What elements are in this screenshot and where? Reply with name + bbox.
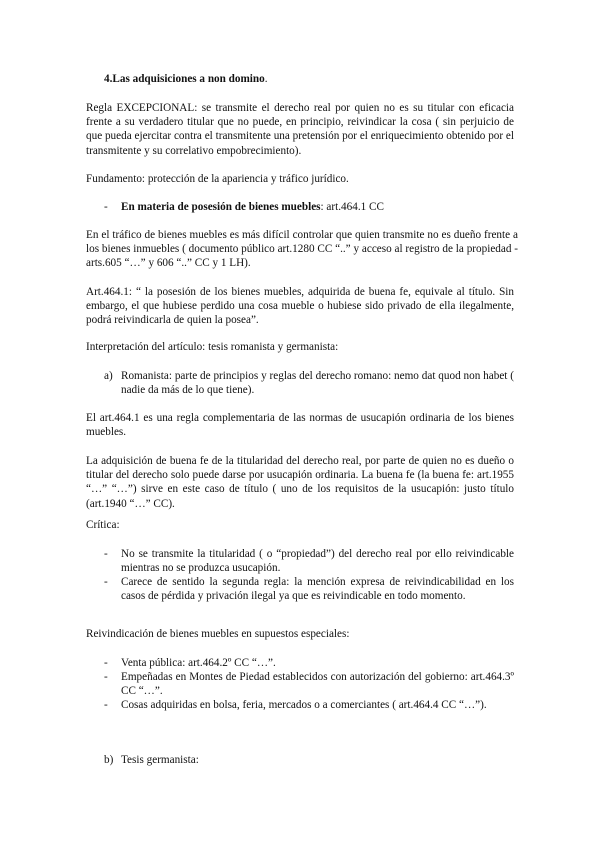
paragraph-critica-label: Crítica: bbox=[86, 519, 120, 531]
paragraph-art-464-1: Art.464.1: “ la posesión de los bienes muebles, adquirida de buena fe, equivale al título. Sin embargo, el que hubiese perdido una cosa mueble o hubiese sido privado de ella ilegalmente, podrá reivindicarla de quien la posea”. bbox=[86, 286, 514, 327]
list-marker-b: b) bbox=[104, 754, 114, 766]
list-item-romanista-text: Romanista: parte de principios y reglas del derecho romano: nemo dat quod non habet ( nadie da más de lo que tiene). bbox=[121, 370, 514, 397]
section-heading bbox=[104, 72, 532, 86]
paragraph-trafico-bienes-muebles: En el tráfico de bienes muebles es más difícil controlar que quien transmite no es dueño frente a los bienes inmuebles ( documento público art.1280 CC “..” y acceso al registro de la propiedad - arts.605 “…” y 606 “..” CC y 1 LH). bbox=[86, 229, 518, 270]
list-item-germanista-text: Tesis germanista: bbox=[121, 754, 199, 766]
bullet-bienes-muebles bbox=[104, 200, 514, 214]
section-heading-tail: . bbox=[264, 73, 268, 85]
paragraph-interpretacion: Interpretación del artículo: tesis romanista y germanista: bbox=[86, 341, 339, 353]
list-item-montes-piedad bbox=[104, 670, 514, 698]
list-item-bolsa-feria bbox=[104, 698, 514, 712]
paragraph-reivindicacion: Reivindicación de bienes muebles en supuestos especiales: bbox=[86, 628, 350, 640]
bullet-marker: - bbox=[104, 201, 108, 213]
list-item-montes-piedad-text: Empeñadas en Montes de Piedad establecidos con autorización del gobierno: art.464.3º CC “…”. bbox=[121, 671, 514, 698]
section-heading-title: 4.Las adquisiciones a non domino bbox=[104, 73, 265, 85]
bullet-marker: - bbox=[104, 699, 108, 711]
bullet-marker: - bbox=[104, 548, 108, 560]
list-item-critica-2-text: Carece de sentido la segunda regla: la mención expresa de reivindicabilidad en los casos de pérdida y privación ilegal ya que es reivindicable en todo momento. bbox=[121, 576, 514, 603]
list-marker-a: a) bbox=[104, 370, 113, 382]
paragraph-fundamento: Fundamento: protección de la apariencia y tráfico jurídico. bbox=[86, 173, 349, 185]
list-item-germanista bbox=[104, 753, 514, 767]
paragraph-regla-excepcional: Regla EXCEPCIONAL: se transmite el derecho real por quien no es su titular con eficacia frente a su verdadero titular que no puede, en principio, reivindicar la cosa ( sin perjuicio de que pueda ejercitar contra el transmitente una pretensión por el enriquecimiento obtenido por el transmitente y su correlativo empobrecimiento). bbox=[86, 102, 514, 157]
bullet-marker: - bbox=[104, 671, 108, 683]
list-item-venta-publica bbox=[104, 656, 514, 670]
bullet-marker: - bbox=[104, 657, 108, 669]
list-item-critica-2 bbox=[104, 575, 514, 603]
list-item-critica-1-text: No se transmite la titularidad ( o “propiedad”) del derecho real por ello reivindicable mientras no se produzca usucapión. bbox=[121, 548, 514, 575]
list-item-critica-1 bbox=[104, 547, 514, 575]
bullet-bienes-muebles-rest: : art.464.1 CC bbox=[320, 201, 384, 213]
list-item-bolsa-feria-text: Cosas adquiridas en bolsa, feria, mercados o a comerciantes ( art.464.4 CC “…”). bbox=[121, 699, 487, 711]
list-item-venta-publica-text: Venta pública: art.464.2º CC “…”. bbox=[121, 657, 276, 669]
bullet-marker: - bbox=[104, 576, 108, 588]
list-item-romanista bbox=[104, 369, 514, 397]
paragraph-regla-complementaria: El art.464.1 es una regla complementaria de las normas de usucapión ordinaria de los bienes muebles. bbox=[86, 412, 514, 439]
bullet-bienes-muebles-bold: En materia de posesión de bienes muebles bbox=[121, 201, 321, 213]
paragraph-adquisicion-buena-fe: La adquisición de buena fe de la titularidad del derecho real, por parte de quien no es dueño o titular del derecho solo puede darse por usucapión ordinaria. La buena fe (la buena fe: art.1955 “…” “…”) sirve en este caso de título ( uno de los requisitos de la usucapión: justo título (art.1940 “…” CC). bbox=[86, 455, 514, 510]
